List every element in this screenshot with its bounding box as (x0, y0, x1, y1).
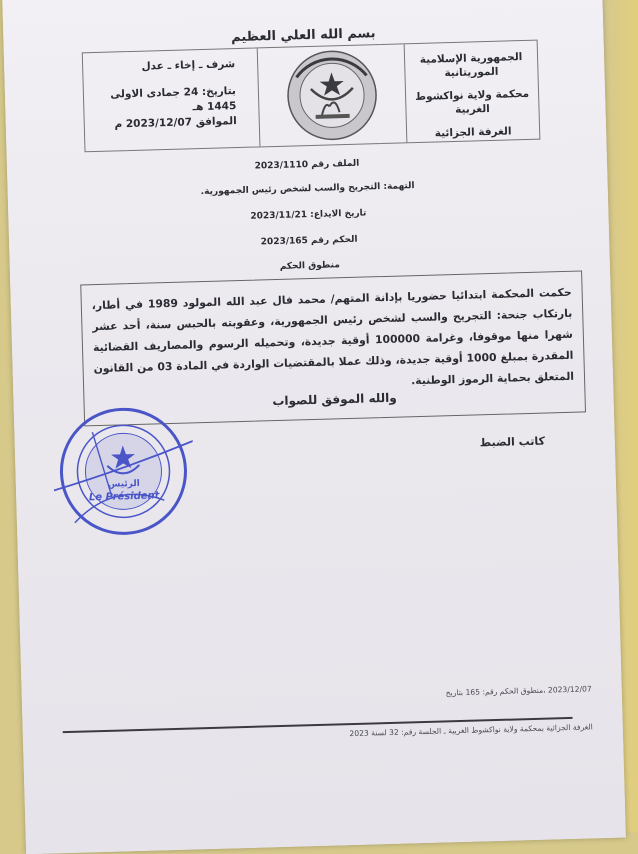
footer-judgment-ref: 2023/12/07 ،منطوق الحكم رقم: 165 بتاريخ (445, 684, 592, 698)
header-hijri-date: بتاريخ: 24 جمادى الاولى (110, 85, 237, 101)
closing-phrase: والله الموفق للصواب (272, 390, 397, 409)
filing-date: تاريخ الايداع: 2023/11/21 (250, 208, 367, 222)
court-stamp (52, 399, 196, 543)
header-gregorian-date: الموافق 2023/12/07 م (114, 115, 237, 131)
header-chamber: الغرفة الجزائية (434, 125, 512, 140)
header-institution (405, 41, 540, 143)
header-emblem-cell (257, 44, 408, 146)
header-court: محكمة ولاية نواكشوط الغربية (414, 87, 530, 116)
file-number: الملف رقم 2023/1110 (254, 158, 360, 172)
charges-line: التهمة: التجريح والسب لشخص رئيس الجمهورية. (200, 181, 415, 198)
header-republic: الجمهورية الإسلامية الموريتانية (419, 51, 523, 80)
verdict-text: حكمت المحكمة ابتدائيا حضوريا بإدانة المتهم/ محمد فال عبد الله المولود 1989 في أطار، بارتكاب جنحة: التجريح والسب لشخص رئيس الجمهورية، وعقوبته بالحبس سنة، أحد عشر شهرا منها موقوفا، وغرامة 100000 أوقية جديدة، وتحميله الرسوم والمصاريف القضائية المقدرة بمبلغ 1000 أوقية جديدة، وذلك عملا بالمقتضيات الواردة في المادة 03 من القانون المتعلق بحماية الرموز الوطنية. (91, 285, 575, 388)
stamp-title-ar: الرئيس (107, 478, 140, 490)
header-box (82, 40, 541, 153)
header-hijri-year: 1445 هـ (192, 100, 237, 114)
verdict-heading: منطوق الحكم (279, 260, 340, 272)
header-motto: شرف ـ إخاء ـ عدل (141, 58, 236, 73)
footer-session-ref: الغرفة الجزائية بمحكمة ولاية نواكشوط الغربية ـ الجلسة رقم: 32 لسنة 2023 (349, 722, 593, 739)
national-emblem-icon (258, 44, 407, 146)
basmala-heading: بسم الله العلي العظيم (230, 26, 376, 46)
document-page (2, 0, 626, 854)
judgment-number: الحكم رقم 2023/165 (260, 234, 358, 248)
stamp-title-fr: Le Président (88, 490, 160, 504)
stamp-seal-icon (52, 399, 196, 543)
clerk-label: كاتب الضبط (479, 434, 546, 450)
header-motto-date (83, 48, 260, 151)
